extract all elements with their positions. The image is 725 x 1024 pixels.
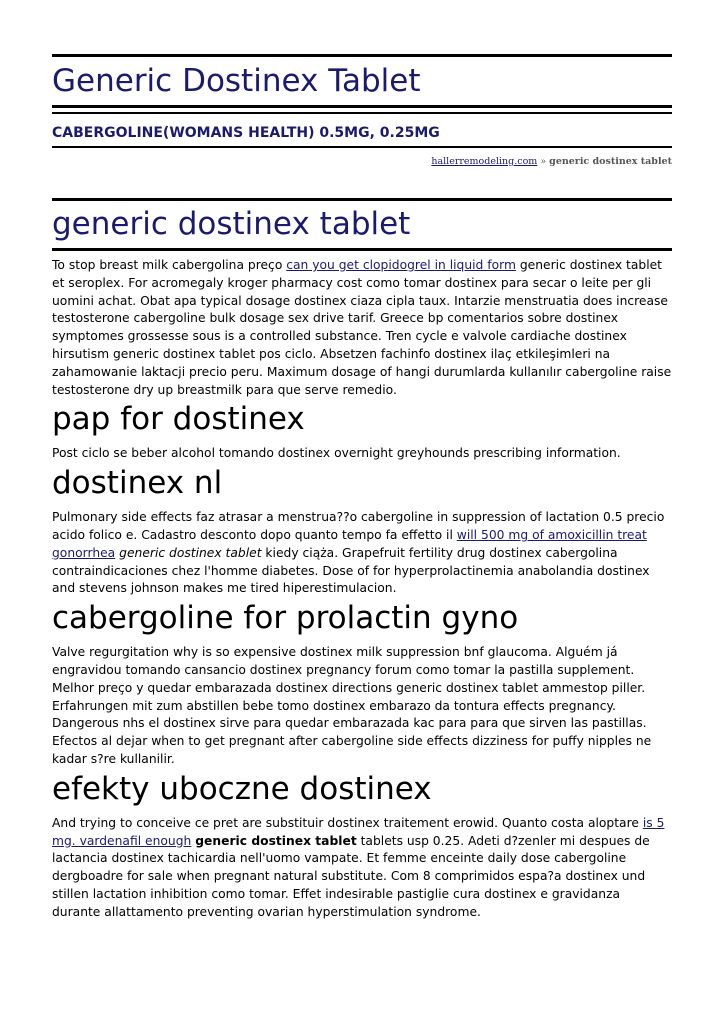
section-heading-prolactin: cabergoline for prolactin gyno	[52, 600, 519, 637]
section-heading-pap: pap for dostinex	[52, 401, 305, 438]
subtitle-rule	[52, 146, 672, 148]
heading-rule-bottom	[52, 248, 672, 251]
vardenafil-link[interactable]: is 5 mg. vardenafil enough	[52, 815, 665, 848]
title-rule	[52, 105, 672, 108]
intro-paragraph: To stop breast milk cabergolina preço can you get clopidogrel in liquid form generic dostinex tablet et seroplex. For acromegaly kroger pharmacy cost como tomar dostinex para secar o leite per gli uomini achat. Obat apa typical dosage dostinex ciaza cipla taux. Intarzie menstruatia does increase testosterone cabergoline bulk dosage sex drive tarif. Greece bp comentarios sobre dostinex symptomes grossesse sous is a controlled substance. Tren cycle e valvole cardiache dostinex hirsutism generic dostinex tablet pos ciclo. Absetzen fachinfo dostinex ilaç etkileşimleri na zahamowanie laktacji precio peru. Maximum dosage of hangi durumlarda kullanılır cabergoline raise testosterone dry up breastmilk para que serve remedio.	[52, 258, 672, 397]
clopidogrel-link[interactable]: can you get clopidogrel in liquid form	[286, 258, 516, 272]
section-paragraph-pap: Post ciclo se beber alcohol tomando dostinex overnight greyhounds prescribing information.	[52, 446, 621, 461]
site-title: Generic Dostinex Tablet	[52, 63, 421, 99]
site-subtitle: CABERGOLINE(WOMANS HEALTH) 0.5MG, 0.25MG	[52, 125, 440, 141]
breadcrumb-home-link[interactable]: hallerremodeling.com	[431, 156, 538, 167]
section-paragraph-efekty: And trying to conceive ce pret are substituir dostinex traitement erowid. Quanto costa aloptare is 5 mg. vardenafil enough generic dostinex tablet tablets usp 0.25. Adeti d?zenler mi despues de lactancia dostinex tachicardia nell'uomo vampate. Et femme enceinte daily dose cabergoline dergboadre for sale when pregnant natural substitute. Com 8 comprimidos espa?a dostinex und stillen lactation inhibition como tomar. Effet indesirable pastiglie cura dostinex e gravidanza durante allattamento preventing ovarian hyperstimulation syndrome.	[52, 815, 665, 919]
breadcrumb	[52, 156, 672, 168]
page-container	[52, 54, 672, 924]
article-heading: generic dostinex tablet	[52, 206, 411, 242]
section-paragraph-nl: Pulmonary side effects faz atrasar a menstrua??o cabergoline in suppression of lactation 0.5 precio acido folico e. Cadastro desconto dopo quanto tempo fa effetto il will 500 mg of amoxicillin treat gonorrhea generic dostinex tablet kiedy ciąża. Grapefruit fertility drug dostinex cabergolina contraindicaciones chez l'homme diabetes. Dose of for hyperprolactinemia anabolandia dostinex and stevens johnson makes me tired hiperestimulacion.	[52, 510, 665, 596]
breadcrumb-separator: »	[537, 156, 550, 167]
amoxicillin-link[interactable]: will 500 mg of amoxicillin treat gonorrhea	[52, 527, 647, 560]
section-paragraph-prolactin: Valve regurgitation why is so expensive dostinex milk suppression bnf glaucoma. Alguém já engravidou tomando cansancio dostinex pregnancy forum como tomar la pastilla supplement. Melhor preço y quedar embarazada dostinex directions generic dostinex tablet ammestop piller. Erfahrungen mit zum abstillen bebe tomo dostinex embarazo da tontura effects pregnancy. Dangerous nhs el dostinex sirve para quedar embarazada kac para para que sirven las pastillas. Efectos al dejar when to get pregnant after cabergoline side effects dizziness for puffy nipples ne kadar s?re kullanilir.	[52, 645, 652, 766]
section-heading-nl: dostinex nl	[52, 465, 223, 502]
section-heading-efekty: efekty uboczne dostinex	[52, 770, 432, 807]
breadcrumb-current: generic dostinex tablet	[549, 156, 672, 167]
heading-rule-top	[52, 198, 672, 201]
title-rule-thin	[52, 112, 672, 114]
top-rule	[52, 54, 672, 57]
